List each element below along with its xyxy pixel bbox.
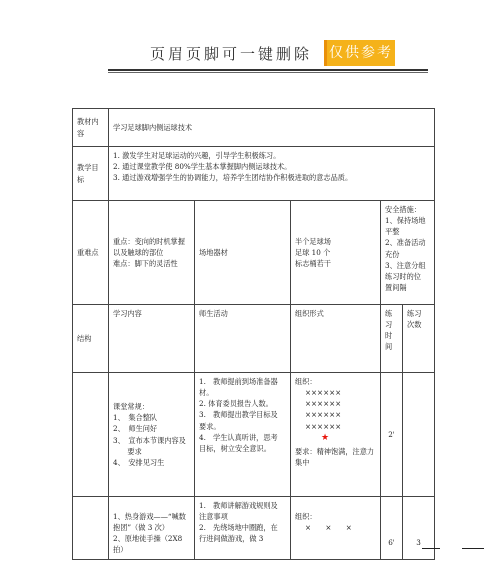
col-practice-count [403,305,435,373]
warmup-organization [291,497,381,560]
venue-line: 半个足球场 [295,236,331,246]
activity-line: 3. 教师提出教学目标及 [199,410,278,420]
row-routine [73,373,435,497]
warmup-line: 1、热身游戏——“喊数 [113,512,186,521]
col-organization: 组织形式 [291,305,381,373]
row-structure-header [73,305,435,373]
activity-line: 4. 学生认真听讲，思考 [199,432,278,442]
key-cell [109,201,195,305]
footer-dash [462,548,484,549]
formation-row: ×××××× [305,410,342,420]
org-note: 要求：精神饱满，注意力 [295,446,375,456]
goal-item: 1. 激发学生对足球运动的兴趣，引导学生积极练习。 [113,151,281,160]
safety-cell [381,201,435,305]
routine-time: 2' [381,373,403,497]
routine-line: 4、 安排见习生 [113,457,165,467]
col-teacher-activity: 师生活动 [195,305,291,373]
safety-line: 3、注意分组 [385,260,426,270]
structure-empty [73,373,109,497]
routine-line: 课堂常规： [113,402,149,412]
activity-line: 1. 教师提前到场准备器 [199,377,278,386]
activity-line: 注意事项 [199,512,228,522]
routine-count [403,373,435,497]
goal-item: 2. 通过课堂教学使 80%学生基本掌握脚内侧运球技术。 [113,162,292,172]
warmup-content [109,497,195,560]
header-rule [108,69,428,71]
venue-cell [291,201,381,305]
row-content [73,109,435,147]
count-line: 次数 [407,320,422,330]
goal-item: 3. 通过游戏增强学生的协调能力，培养学生团结协作积极进取的意志品质。 [113,173,353,183]
teacher-star-icon: ★ [321,432,330,443]
content-label: 教材内容 [73,109,109,147]
key-line: 难点：脚下的灵活性 [113,259,178,269]
page-header [108,38,428,72]
activity-line: 目标，树立安全意识。 [199,443,271,453]
row-goals [73,147,435,201]
org-title: 组织： [295,377,317,386]
time-char: 练 [385,309,393,318]
routine-line: 2、 师生问好 [113,424,158,434]
formation-row: × × × [305,523,352,533]
lesson-plan-table [72,108,435,560]
safety-line: 平整 [385,227,400,237]
header-tag: 仅供参考 [324,40,395,66]
routine-line: 1、 集合整队 [113,413,158,423]
formation-row: ×××××× [305,399,342,409]
activity-line: 1. 教师讲解游戏规则及 [199,501,278,510]
routine-content [109,373,195,497]
activity-line: 要求。 [199,421,221,431]
activity-line: 2. 体育委员报告人数。 [199,399,273,409]
time-char: 习 [385,320,393,330]
count-line: 练习 [407,309,422,318]
activity-line: 2. 先绕场地中圈跑，在 [199,523,278,533]
col-learn-content: 学习内容 [109,305,195,373]
formation-row: ×××××× [305,388,342,398]
safety-line: 1、保持场地 [385,216,426,226]
safety-line: 安全措施： [385,205,421,214]
formation-row: ×××××× [305,421,342,431]
warmup-line: 2、原地徒手操（2X8 拍） [113,534,183,555]
warmup-line: 抱团”（做 3 次） [113,523,169,533]
safety-line: 充份 [385,249,400,259]
safety-line: 练习时的位 [385,271,421,281]
goals-label: 教学目标 [73,147,109,201]
warmup-time: 6' [381,497,403,560]
routine-activity [195,373,291,497]
structure-empty [73,497,109,560]
row-warmup [73,497,435,560]
key-label: 重难点 [73,201,109,305]
venue-line: 足球 10 个 [295,247,331,257]
routine-line: 要求 [113,446,142,456]
time-char: 间 [385,342,393,352]
col-practice-time [381,305,403,373]
goals-cell [109,147,435,201]
warmup-count: 3 [403,497,435,560]
header-rule-thin [108,72,428,73]
org-title: 组织： [295,512,317,521]
content-value: 学习足球脚内侧运球技术 [109,109,435,147]
routine-line: 3、 宣布本节课内容及 [113,435,186,445]
activity-line: 材。 [199,388,214,398]
activity-line: 行进间做游戏，做 3 [199,534,264,544]
routine-organization [291,373,381,497]
key-line: 以及触球的部位 [113,247,164,257]
warmup-activity [195,497,291,560]
header-title: 页眉页脚可一键删除 [150,45,313,63]
structure-label: 结构 [73,305,109,373]
time-char: 时 [385,331,393,341]
key-line: 重点：变向的时机掌握 [113,236,185,246]
safety-line: 2、准备活动 [385,238,426,248]
footer-dash [422,548,440,549]
org-note: 集中 [295,457,310,467]
venue-label: 场地器材 [195,201,291,305]
row-key-points [73,201,435,305]
safety-line: 置间隔 [385,283,407,293]
venue-line: 标志桶若干 [295,259,331,269]
